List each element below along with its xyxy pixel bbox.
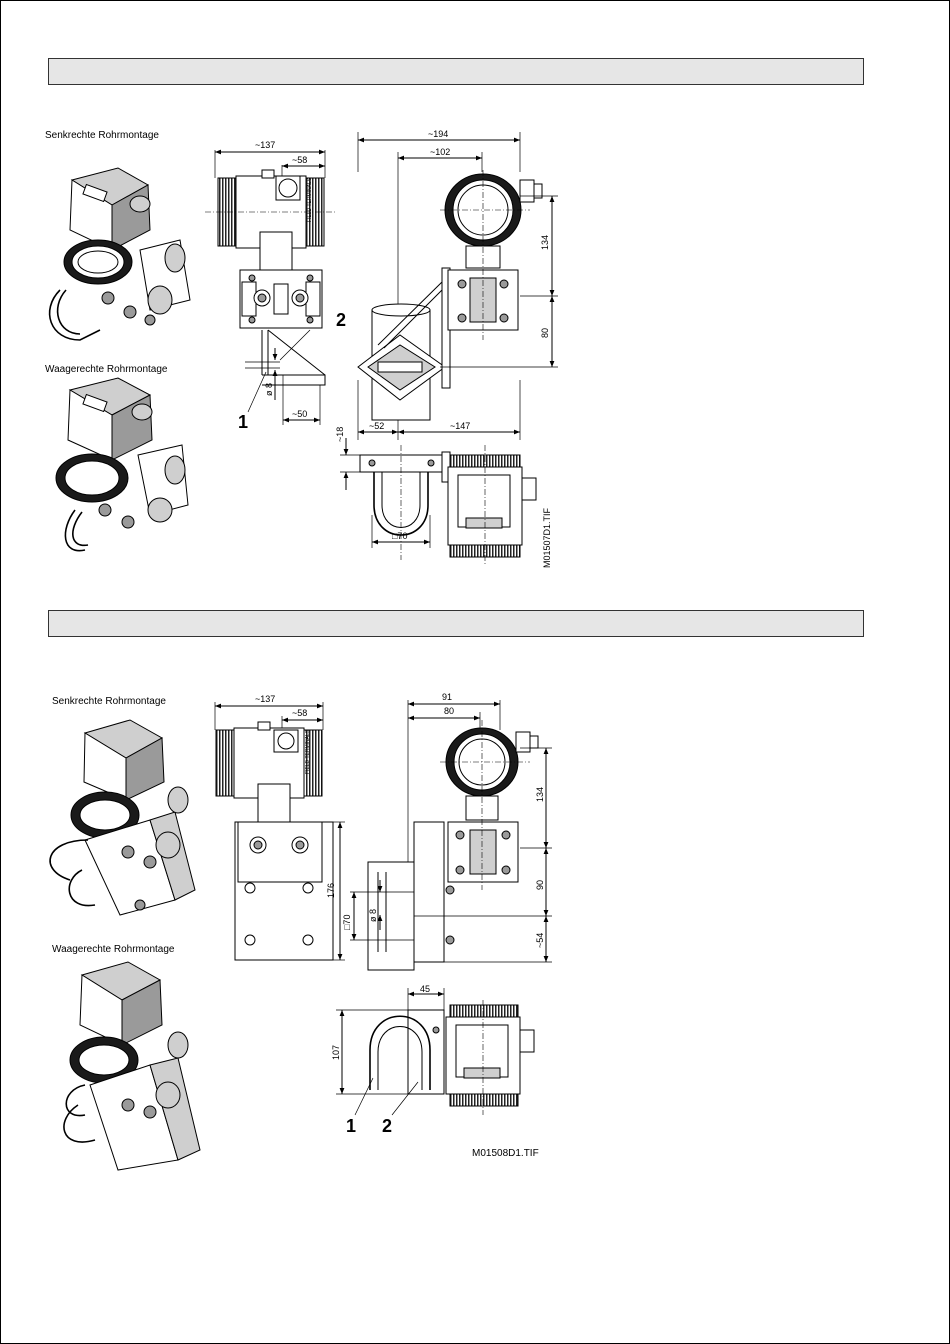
side-view-1 bbox=[205, 150, 346, 432]
dim-58-s1: ~58 bbox=[292, 155, 308, 165]
iso-view-vertical-1 bbox=[50, 168, 190, 340]
caption-vertical-mount-2: Senkrechte Rohrmontage bbox=[52, 696, 166, 707]
callout-1-side-1: 1 bbox=[238, 412, 249, 432]
terminals-label-1a: FIELD TERMINALS bbox=[307, 177, 313, 222]
caption-horizontal-mount-1: Waagerechte Rohrmontage bbox=[45, 364, 168, 375]
dim-137-s1: ~137 bbox=[255, 140, 276, 150]
dim-70-s1: □70 bbox=[392, 531, 408, 541]
front-view-2 bbox=[350, 700, 552, 970]
dim-80-s1: 80 bbox=[540, 327, 550, 338]
dim-176-s2: 176 bbox=[326, 882, 336, 898]
dim-137-s2: ~137 bbox=[255, 694, 276, 704]
iso-view-vertical-2 bbox=[50, 720, 195, 915]
dim-50-s1: ~50 bbox=[292, 409, 308, 419]
dim-134-s2: 134 bbox=[535, 786, 545, 802]
dim-80-s2: 80 bbox=[444, 706, 455, 716]
caption-horizontal-mount-2: Waagerechte Rohrmontage bbox=[52, 944, 175, 955]
dim-58-s2: ~58 bbox=[292, 708, 308, 718]
dim-102-s1: ~102 bbox=[430, 147, 451, 157]
callout-1-top-2: 1 bbox=[346, 1116, 357, 1136]
dim-134-s1: 134 bbox=[540, 234, 550, 250]
dim-107-s2: 107 bbox=[331, 1044, 341, 1060]
dim-18-s1: ~18 bbox=[335, 426, 345, 442]
figure-id-1: M01507D1.TIF bbox=[542, 507, 552, 568]
top-view-1 bbox=[340, 438, 536, 565]
iso-view-horizontal-1 bbox=[56, 378, 188, 551]
caption-vertical-mount-1: Senkrechte Rohrmontage bbox=[45, 130, 159, 141]
figure-id-2: M01508D1.TIF bbox=[472, 1148, 539, 1159]
iso-view-horizontal-2 bbox=[64, 962, 200, 1170]
side-view-2 bbox=[215, 702, 345, 960]
callout-2-side-1: 2 bbox=[336, 310, 347, 330]
dim-91-s2: 91 bbox=[442, 692, 453, 702]
dim-45-s2: 45 bbox=[420, 984, 431, 994]
dim-70-s2: □70 bbox=[342, 914, 352, 930]
top-view-2 bbox=[336, 988, 534, 1115]
dim-147-s1: ~147 bbox=[450, 421, 471, 431]
dim-90-s2: 90 bbox=[535, 879, 545, 890]
front-view-1 bbox=[358, 132, 558, 440]
dim-194-s1: ~194 bbox=[428, 129, 449, 139]
dim-52-s1: ~52 bbox=[369, 421, 385, 431]
dim-54-s2: ~54 bbox=[535, 932, 545, 948]
dim-8-s1: ø 8 bbox=[264, 382, 274, 396]
dim-8-s2: ø 8 bbox=[368, 908, 378, 922]
callout-2-top-2: 2 bbox=[382, 1116, 393, 1136]
terminals-label-2a: FIELD TERMINALS bbox=[305, 729, 311, 774]
